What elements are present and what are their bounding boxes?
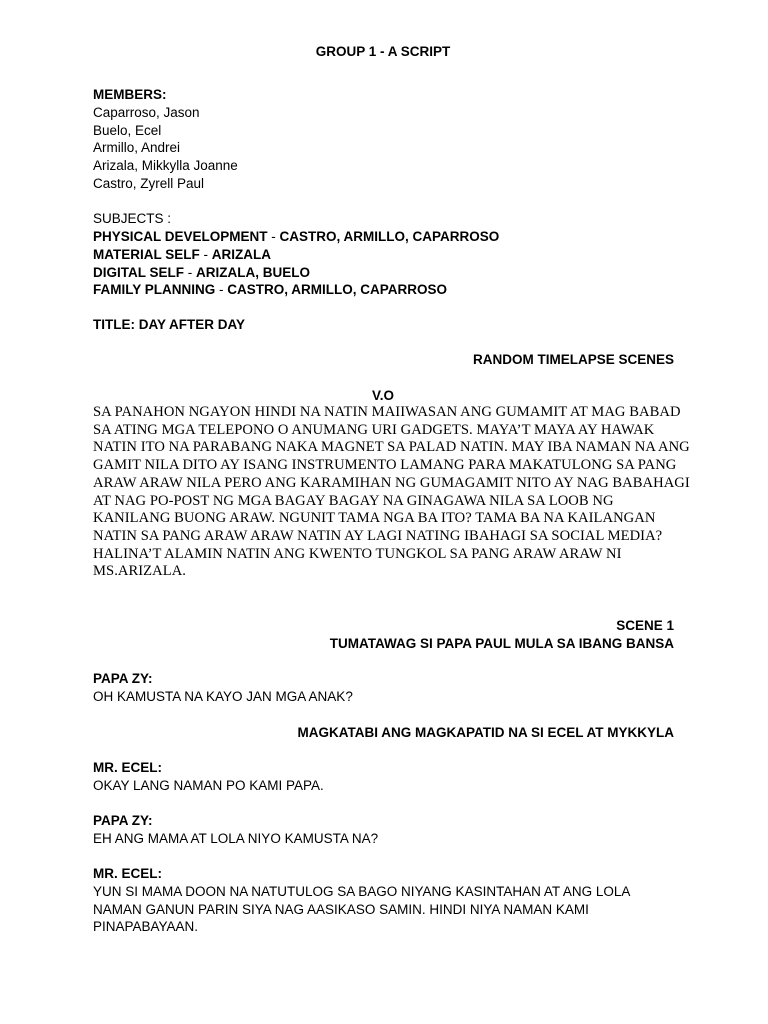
- vo-line: GAMIT NILA DITO AY ISANG INSTRUMENTO LAMANG PARA MAKATULONG SA PANG: [93, 457, 677, 474]
- subject-item: [93, 228, 683, 246]
- voice-over-paragraph: [93, 404, 693, 581]
- vo-line: KANILANG BUONG ARAW. NGUNIT TAMA NGA BA ITO? TAMA BA NA KAILANGAN: [93, 510, 656, 527]
- vo-line: NATIN SA PANG ARAW ARAW NATIN AY LAGI NATING IBAHAGI SA SOCIAL MEDIA?: [93, 527, 663, 544]
- dialogue-line: OKAY LANG NAMAN PO KAMI PAPA.: [93, 778, 324, 793]
- members-heading: MEMBERS:: [93, 87, 167, 102]
- subject-item: [93, 246, 683, 264]
- speaker-name: PAPA ZY:: [93, 813, 153, 828]
- member-name: Castro, Zyrell Paul: [93, 176, 205, 191]
- document-title: GROUP 1 - A SCRIPT: [315, 44, 451, 59]
- subject-item: [93, 264, 683, 282]
- speaker-name: MR. ECEL:: [93, 866, 162, 881]
- speaker-name: PAPA ZY:: [93, 671, 153, 686]
- vo-line: ARAW ARAW NILA PERO ANG KARAMIHAN NG GUMAGAMIT NITO AY NAG BABAHAGI: [93, 474, 690, 491]
- member-name: Caparroso, Jason: [93, 105, 200, 120]
- member-name: Buelo, Ecel: [93, 123, 162, 138]
- stage-direction: MAGKATABI ANG MAGKAPATID NA SI ECEL AT MYKKYLA: [297, 725, 674, 740]
- scene-heading-random: RANDOM TIMELAPSE SCENES: [472, 352, 674, 367]
- subject-separator: -: [199, 247, 212, 262]
- member-name: Armillo, Andrei: [93, 140, 181, 155]
- scene-direction: TUMATAWAG SI PAPA PAUL MULA SA IBANG BANSA: [329, 636, 674, 651]
- subject-topic: FAMILY PLANNING: [93, 282, 216, 297]
- subject-separator: -: [184, 265, 196, 280]
- subject-people: CASTRO, ARMILLO, CAPARROSO: [279, 229, 500, 244]
- subject-people: ARIZALA: [211, 247, 271, 262]
- speaker-name: MR. ECEL:: [93, 760, 162, 775]
- dialogue-line: PINAPABAYAAN.: [93, 919, 199, 934]
- subject-item: [93, 281, 683, 299]
- vo-label: V.O: [371, 388, 395, 403]
- subject-people: CASTRO, ARMILLO, CAPARROSO: [227, 282, 448, 297]
- script-title: TITLE: DAY AFTER DAY: [93, 317, 246, 332]
- subject-separator: -: [267, 229, 280, 244]
- vo-line: AT NAG PO-POST NG MGA BAGAY BAGAY NA GINAGAWA NILA SA LOOB NG: [93, 492, 614, 509]
- vo-line: NATIN ITO NA PARABANG NAKA MAGNET SA PALAD NATIN. MAY IBA NAMAN NA ANG: [93, 439, 690, 456]
- subject-separator: -: [215, 282, 228, 297]
- subject-topic: MATERIAL SELF: [93, 247, 200, 262]
- dialogue-line: NAMAN GANUN PARIN SIYA NAG AASIKASO SAMIN. HINDI NIYA NAMAN KAMI: [93, 902, 589, 917]
- subject-topic: PHYSICAL DEVELOPMENT: [93, 229, 268, 244]
- scene-label: SCENE 1: [616, 618, 674, 633]
- vo-line: MS.ARIZALA.: [93, 563, 186, 580]
- vo-line: SA PANAHON NGAYON HINDI NA NATIN MAIIWASAN ANG GUMAMIT AT MAG BABAD: [93, 404, 681, 420]
- vo-line: HALINA’T ALAMIN NATIN ANG KWENTO TUNGKOL SA PANG ARAW ARAW NI: [93, 545, 622, 562]
- dialogue-line: EH ANG MAMA AT LOLA NIYO KAMUSTA NA?: [93, 831, 379, 846]
- subjects-heading: SUBJECTS :: [93, 211, 172, 226]
- subject-topic: DIGITAL SELF: [93, 265, 184, 280]
- subject-people: ARIZALA, BUELO: [196, 265, 310, 280]
- member-name: Arizala, Mikkylla Joanne: [93, 158, 238, 173]
- dialogue-line: OH KAMUSTA NA KAYO JAN MGA ANAK?: [93, 689, 353, 704]
- dialogue-line: YUN SI MAMA DOON NA NATUTULOG SA BAGO NIYANG KASINTAHAN AT ANG LOLA: [93, 884, 631, 899]
- vo-line: SA ATING MGA TELEPONO O ANUMANG URI GADGETS. MAYA’T MAYA AY HAWAK: [93, 421, 655, 438]
